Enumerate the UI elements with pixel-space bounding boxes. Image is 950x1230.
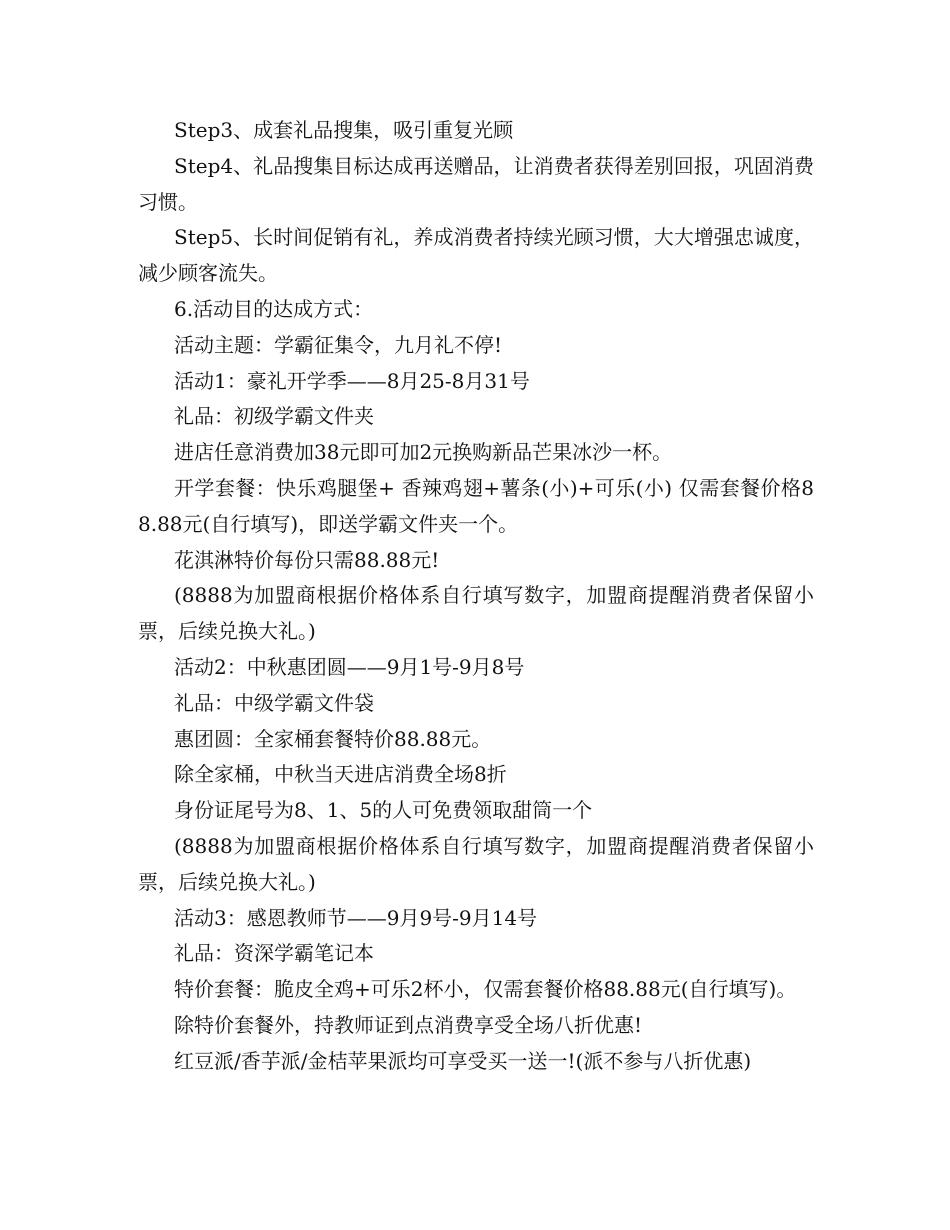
paragraph-activity-2-gift: 礼品：中级学霸文件袋 [174,690,374,715]
paragraph-activity-theme: 活动主题：学霸征集令，九月礼不停! [174,332,503,357]
document-page [138,113,814,1080]
paragraph-activity-1-gift: 礼品：初级学霸文件夹 [174,404,374,429]
paragraph-step5: Step5、长时间促销有礼，养成消费者持续光顾习惯，大大增强忠诚度，减少顾客流失。 [138,225,814,286]
paragraph-activity-1-offer: 进店任意消费加38元即可加2元换购新品芒果冰沙一杯。 [174,440,673,465]
paragraph-activity-1-ice-cream: 花淇淋特价每份只需88.88元! [174,547,440,572]
paragraph-activity-3-set-meal: 特价套餐：脆皮全鸡+可乐2杯小，仅需套餐价格88.88元(自行填写)。 [174,977,797,1002]
paragraph-activity-2-title: 活动2：中秋惠团圆——9月1号-9月8号 [174,654,525,679]
paragraph-activity-2-note: (8888为加盟商根据价格体系自行填写数字，加盟商提醒消费者保留小票，后续兑换大礼。) [138,833,814,894]
paragraph-activity-2-family-bucket: 惠团圆：全家桶套餐特价88.88元。 [174,726,492,751]
paragraph-activity-3-title: 活动3：感恩教师节——9月9号-9月14号 [174,905,538,930]
paragraph-step4: Step4、礼品搜集目标达成再送赠品，让消费者获得差别回报，巩固消费习惯。 [138,153,814,214]
paragraph-step3: Step3、成套礼品搜集，吸引重复光顾 [174,118,514,142]
paragraph-activity-1-note: (8888为加盟商根据价格体系自行填写数字，加盟商提醒消费者保留小票，后续兑换大礼。) [138,583,814,644]
paragraph-activity-3-gift: 礼品：资深学霸笔记本 [174,941,374,966]
paragraph-activity-3-teacher-discount: 除特价套餐外，持教师证到点消费享受全场八折优惠! [174,1012,643,1037]
paragraph-activity-1-set-meal: 开学套餐：快乐鸡腿堡+ 香辣鸡翅+薯条(小)+可乐(小) 仅需套餐价格88.88元(自行填写)，即送学霸文件夹一个。 [138,475,814,536]
paragraph-activity-1-title: 活动1：豪礼开学季——8月25-8月31号 [174,368,530,393]
section-heading-activity-method: 6.活动目的达成方式： [174,296,374,321]
paragraph-activity-3-pie-offer: 红豆派/香芋派/金桔苹果派均可享受买一送一!(派不参与八折优惠) [174,1048,752,1073]
paragraph-activity-2-id-offer: 身份证尾号为8、1、5的人可免费领取甜筒一个 [174,798,593,823]
paragraph-activity-2-discount: 除全家桶，中秋当天进店消费全场8折 [174,762,507,787]
